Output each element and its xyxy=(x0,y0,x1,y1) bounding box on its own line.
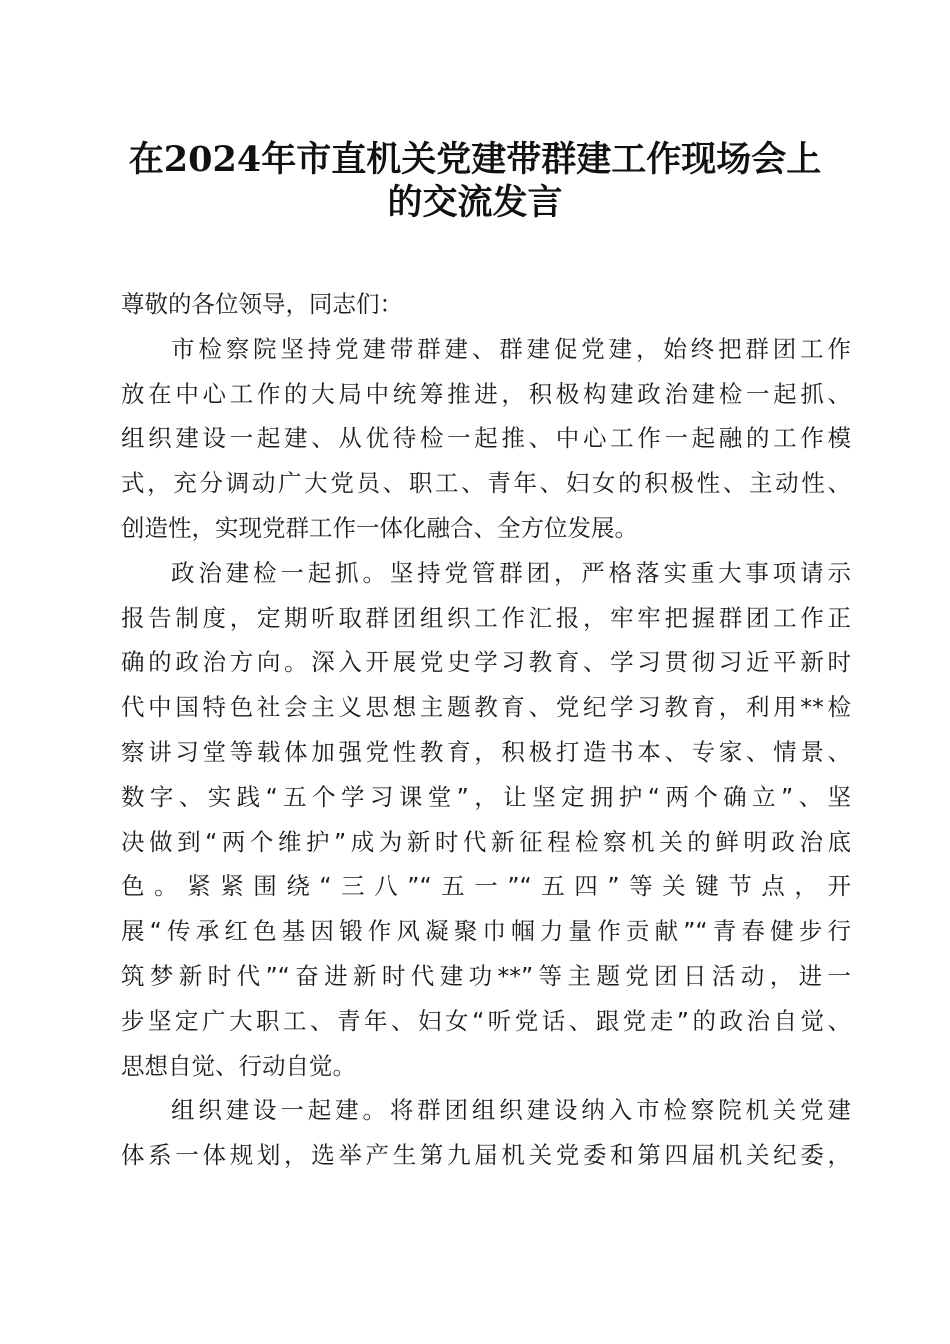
text-line: 代中国特色社会主义思想主题教育、党纪学习教育，利用**检 xyxy=(121,693,851,722)
paragraph-political xyxy=(121,551,851,1089)
text-line: 思想自觉、行动自觉。 xyxy=(121,1051,356,1080)
text-line: 步坚定广大职工、青年、妇女“听党话、跟党走”的政治自觉、 xyxy=(121,1006,851,1035)
text-line: 展“传承红色基因锻作风凝聚巾帼力量作贡献”“青春健步行 xyxy=(121,917,851,946)
text-line: 筑梦新时代”“奋进新时代建功**”等主题党团日活动，进一 xyxy=(121,961,851,990)
document-body xyxy=(121,282,851,1178)
text-line: 放在中心工作的大局中统筹推进，积极构建政治建检一起抓、 xyxy=(121,379,851,408)
paragraph-intro xyxy=(121,327,851,551)
title-line-1: 在2024年市直机关党建带群建工作现场会上 xyxy=(128,139,822,180)
text-line: 察讲习堂等载体加强党性教育，积极打造书本、专家、情景、 xyxy=(121,737,851,766)
text-line: 色。紧紧围绕“三八”“五一”“五四”等关键节点，开 xyxy=(121,872,851,901)
salutation: 尊敬的各位领导，同志们： xyxy=(121,290,403,318)
title-line-2: 的交流发言 xyxy=(387,182,563,223)
text-line: 组织建设一起建、从优待检一起推、中心工作一起融的工作模 xyxy=(121,424,851,453)
text-line: 体系一体规划，选举产生第九届机关党委和第四届机关纪委， xyxy=(121,1141,851,1170)
document-title xyxy=(100,138,850,224)
text-line: 市检察院坚持党建带群建、群建促党建，始终把群团工作 xyxy=(171,334,851,363)
text-line: 政治建检一起抓。坚持党管群团，严格落实重大事项请示 xyxy=(171,558,851,587)
text-line: 决做到“两个维护”成为新时代新征程检察机关的鲜明政治底 xyxy=(121,827,851,856)
text-line: 报告制度，定期听取群团组织工作汇报，牢牢把握群团工作正 xyxy=(121,603,851,632)
text-line: 数字、实践“五个学习课堂”，让坚定拥护“两个确立”、坚 xyxy=(121,782,851,811)
paragraph-organization xyxy=(121,1088,851,1178)
text-line: 式，充分调动广大党员、职工、青年、妇女的积极性、主动性、 xyxy=(121,469,851,498)
text-line: 确的政治方向。深入开展党史学习教育、学习贯彻习近平新时 xyxy=(121,648,851,677)
text-line: 组织建设一起建。将群团组织建设纳入市检察院机关党建 xyxy=(171,1096,851,1125)
text-line: 创造性，实现党群工作一体化融合、全方位发展。 xyxy=(121,513,638,542)
